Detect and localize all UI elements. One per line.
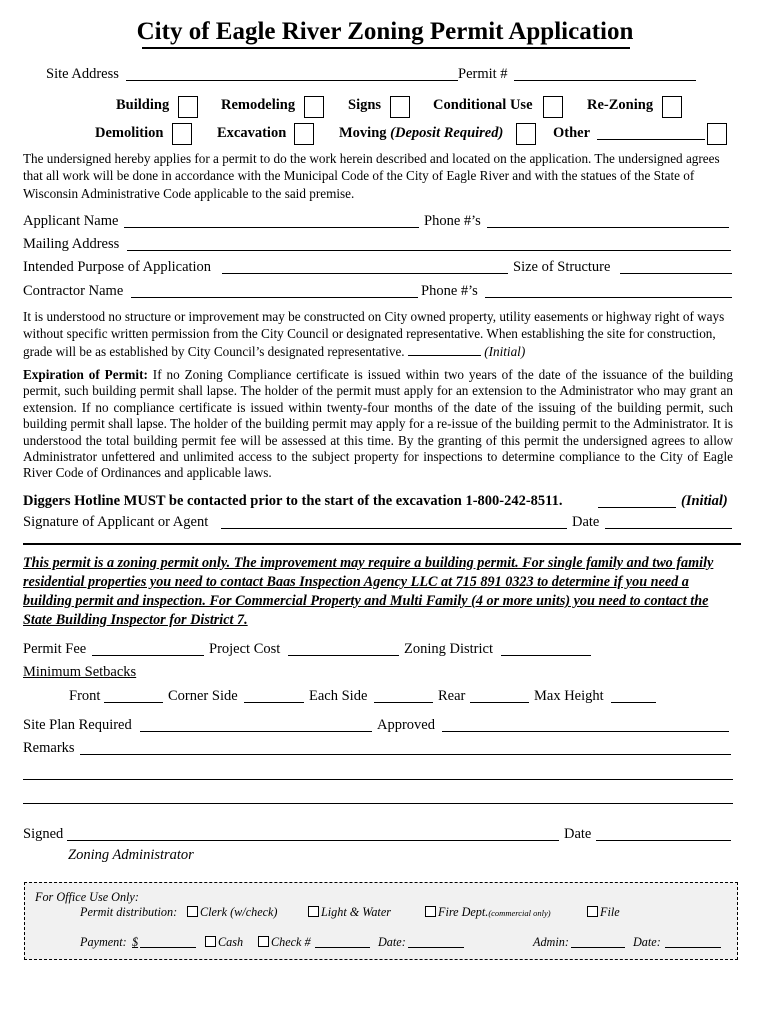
contractor-name-label: Contractor Name	[23, 283, 124, 299]
type-other-checkbox[interactable]	[707, 123, 727, 145]
fire-dept-checkbox[interactable]	[425, 906, 436, 917]
city-property-initial-label: (Initial)	[484, 343, 526, 359]
permit-fee-label: Permit Fee	[23, 641, 87, 657]
corner-side-field[interactable]	[244, 702, 304, 703]
each-side-label: Each Side	[309, 688, 368, 704]
size-of-structure-field[interactable]	[620, 273, 732, 274]
office-use-box	[24, 882, 738, 960]
expiration-heading: Expiration of Permit:	[23, 367, 148, 382]
contractor-name-field[interactable]	[131, 297, 418, 298]
applicant-name-label: Applicant Name	[23, 213, 119, 229]
type-other-field[interactable]	[597, 139, 705, 140]
fire-dept-label: Fire Dept.	[438, 905, 489, 919]
light-water-checkbox[interactable]	[308, 906, 319, 917]
city-property-initial-field[interactable]	[408, 343, 481, 356]
remarks-line-3[interactable]	[23, 803, 733, 804]
dist-light-water[interactable]	[308, 905, 391, 920]
admin-label: Admin:	[533, 935, 569, 949]
type-demolition-checkbox[interactable]	[172, 123, 192, 145]
signed-date-label: Date	[564, 826, 592, 842]
intended-purpose-field[interactable]	[222, 273, 508, 274]
front-label: Front	[69, 688, 101, 704]
title-underline	[142, 47, 630, 49]
signature-label: Signature of Applicant or Agent	[23, 514, 209, 530]
light-water-label: Light & Water	[321, 905, 391, 919]
type-moving-label	[339, 125, 503, 142]
zoning-administrator-label: Zoning Administrator	[68, 847, 194, 863]
admin-date-field[interactable]	[665, 947, 721, 948]
city-property-text: It is understood no structure or improvement may be constructed on City owned property, utility easements or highway right of ways without specific written permission from the City Council or designated representative. When establishing the site for construction, grade will be as established by City Council’s designated representative.	[23, 309, 725, 359]
pay-check[interactable]	[258, 935, 311, 950]
pay-cash[interactable]	[205, 935, 243, 950]
clerk-label: Clerk (w/check)	[200, 905, 278, 919]
type-signs-label: Signs	[348, 97, 382, 113]
rear-label: Rear	[438, 688, 466, 704]
remarks-label: Remarks	[23, 740, 75, 756]
payment-amount-field[interactable]	[140, 947, 196, 948]
zoning-district-field[interactable]	[501, 655, 591, 656]
dist-file[interactable]	[587, 905, 620, 920]
signature-field[interactable]	[221, 528, 567, 529]
signature-date-label: Date	[572, 514, 600, 530]
type-demolition-label: Demolition	[95, 125, 164, 141]
type-signs-checkbox[interactable]	[390, 96, 410, 118]
admin-field[interactable]	[571, 947, 625, 948]
max-height-field[interactable]	[611, 702, 656, 703]
remarks-line-1[interactable]	[80, 754, 731, 755]
remarks-line-2[interactable]	[23, 779, 733, 780]
mailing-address-field[interactable]	[127, 250, 731, 251]
intro-paragraph: The undersigned hereby applies for a permit to do the work herein described and located on the application. The undersigned agrees that all work will be done in accordance with the Municipal Code of the City of Eagle River and with the statues of the State of Wisconsin Administrative Code applicable to the said premise.	[23, 151, 720, 201]
site-plan-required-field[interactable]	[140, 731, 372, 732]
project-cost-field[interactable]	[288, 655, 399, 656]
permit-number-field[interactable]	[514, 80, 696, 81]
check-label: Check #	[271, 935, 311, 949]
permit-number-label: Permit #	[458, 66, 508, 82]
page-title: City of Eagle River Zoning Permit Application	[136, 18, 634, 45]
size-of-structure-label: Size of Structure	[513, 259, 611, 275]
check-number-field[interactable]	[315, 947, 370, 948]
type-rezoning-checkbox[interactable]	[662, 96, 682, 118]
type-building-checkbox[interactable]	[178, 96, 198, 118]
project-cost-label: Project Cost	[209, 641, 281, 657]
front-field[interactable]	[104, 702, 163, 703]
type-moving-text: Moving	[339, 125, 387, 141]
each-side-field[interactable]	[374, 702, 433, 703]
type-excavation-label: Excavation	[217, 125, 287, 141]
commercial-only-note: (commercial only)	[488, 908, 551, 918]
site-address-field[interactable]	[126, 80, 458, 81]
signed-label: Signed	[23, 826, 64, 842]
dist-clerk[interactable]	[187, 905, 278, 920]
type-remodeling-checkbox[interactable]	[304, 96, 324, 118]
type-excavation-checkbox[interactable]	[294, 123, 314, 145]
admin-date-label: Date:	[633, 935, 661, 949]
payment-dollar: $	[132, 935, 139, 949]
payment-label: Payment:	[80, 935, 127, 949]
signature-date-field[interactable]	[605, 528, 732, 529]
mailing-address-label: Mailing Address	[23, 236, 120, 252]
diggers-initial-field[interactable]	[598, 507, 676, 508]
expiration-text: If no Zoning Compliance certificate is issued within two years of the date of the issuance of the building permit, such building permit shall lapse. The holder of the permit must apply for an extension to the Administrator who may grant an extension. If no compliance certificate is issued within twenty-four months of the date of the issuing of the building permit, such building permit shall lapse. The holder of the building permit may apply for a re-issue of the building permit to the Administrator. It is understood the total building permit fee will be assessed at this time. By the granting of this permit the undersigned agrees to allow Administrator unfettered and unlimited access to the subject property for inspections to determine compliance to the City of Eagle River Code of Ordinances and applicable laws.	[23, 367, 733, 481]
cash-checkbox[interactable]	[205, 936, 216, 947]
permit-distribution-label: Permit distribution:	[80, 905, 178, 919]
diggers-hotline-text: Diggers Hotline MUST be contacted prior to the start of the excavation 1-800-242-8511.	[23, 493, 563, 509]
type-rezoning-label: Re-Zoning	[587, 97, 654, 113]
permit-fee-field[interactable]	[92, 655, 204, 656]
diggers-initial-label: (Initial)	[681, 493, 728, 509]
phone-label-1: Phone #’s	[424, 213, 481, 229]
cash-label: Cash	[218, 935, 244, 949]
approved-label: Approved	[377, 717, 435, 733]
zoning-district-label: Zoning District	[404, 641, 494, 657]
file-label: File	[600, 905, 620, 919]
max-height-label: Max Height	[534, 688, 604, 704]
phone-field-2[interactable]	[485, 297, 732, 298]
minimum-setbacks-label: Minimum Setbacks	[23, 664, 137, 680]
type-building-label: Building	[116, 97, 170, 113]
signed-field[interactable]	[67, 840, 559, 841]
applicant-name-field[interactable]	[124, 227, 419, 228]
type-remodeling-label: Remodeling	[221, 97, 296, 113]
site-plan-required-label: Site Plan Required	[23, 717, 132, 733]
payment-date-label: Date:	[378, 935, 406, 949]
corner-side-label: Corner Side	[168, 688, 238, 704]
type-conditional-use-label: Conditional Use	[433, 97, 533, 113]
type-moving-note: (Deposit Required)	[390, 125, 504, 141]
zoning-warning: This permit is a zoning permit only. The improvement may require a building permit. For single family and two family residential properties you need to contact Baas Inspection Agency LLC at 715 891 0323 to determine if you need a building permit and inspection. For Commercial Property and Multi Family (4 or more units) you need to contact the State Building Inspector for District 7.	[23, 555, 714, 628]
payment-date-field[interactable]	[408, 947, 464, 948]
type-conditional-use-checkbox[interactable]	[543, 96, 563, 118]
city-property-paragraph	[23, 308, 733, 360]
type-other-label: Other	[553, 125, 591, 141]
site-address-label: Site Address	[46, 66, 119, 82]
rear-field[interactable]	[470, 702, 529, 703]
intended-purpose-label: Intended Purpose of Application	[23, 259, 212, 275]
file-checkbox[interactable]	[587, 906, 598, 917]
office-use-heading: For Office Use Only:	[35, 890, 139, 904]
clerk-checkbox[interactable]	[187, 906, 198, 917]
check-checkbox[interactable]	[258, 936, 269, 947]
expiration-paragraph	[23, 367, 733, 482]
phone-label-2: Phone #’s	[421, 283, 478, 299]
signed-date-field[interactable]	[596, 840, 731, 841]
phone-field-1[interactable]	[487, 227, 729, 228]
approved-field[interactable]	[442, 731, 729, 732]
dist-fire-dept[interactable]	[425, 905, 551, 920]
type-moving-checkbox[interactable]	[516, 123, 536, 145]
section-divider	[23, 543, 741, 545]
